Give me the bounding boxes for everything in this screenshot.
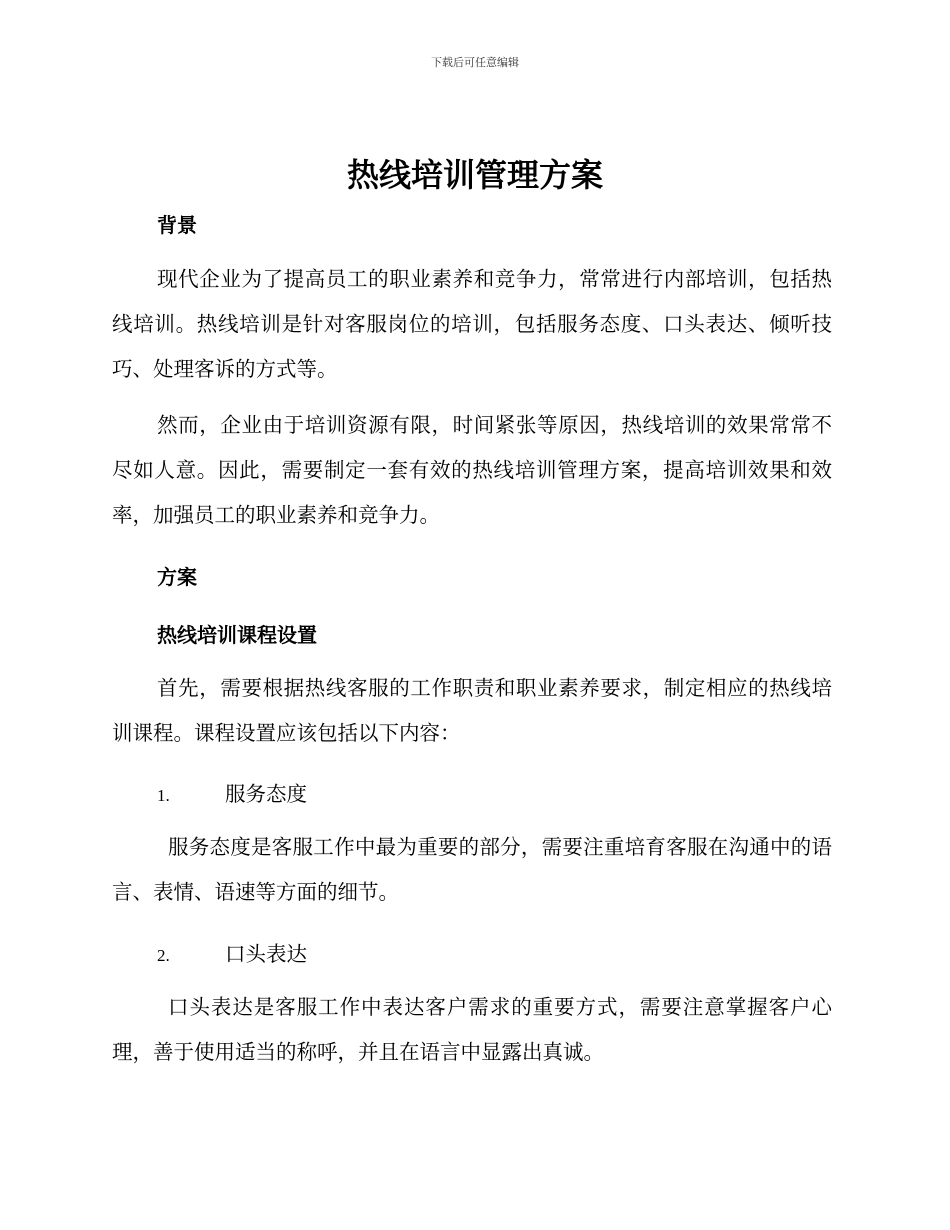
paragraph-item-2-desc: 口头表达是客服工作中表达客户需求的重要方式，需要注意掌握客户心理，善于使用适当的称呼，并且在语言中显露出真诚。 — [112, 995, 832, 1064]
list-item-2 — [157, 937, 307, 967]
list-label: 服务态度 — [225, 782, 307, 806]
paragraph-background-1: 现代企业为了提高员工的职业素养和竞争力，常常进行内部培训，包括热线培训。热线培训是针对客服岗位的培训，包括服务态度、口头表达、倾听技巧、处理客诉的方式等。 — [112, 267, 832, 381]
header-note: 下载后可任意编辑 — [431, 56, 519, 69]
paragraph-background-2: 然而，企业由于培训资源有限，时间紧张等原因，热线培训的效果常常不尽如人意。因此，需要制定一套有效的热线培训管理方案，提高培训效果和效率，加强员工的职业素养和竞争力。 — [112, 413, 832, 527]
document-title: 热线培训管理方案 — [346, 156, 603, 194]
section-heading-course: 热线培训课程设置 — [157, 623, 317, 647]
list-item-1 — [157, 777, 307, 807]
paragraph-course-intro: 首先，需要根据热线客服的工作职责和职业素养要求，制定相应的热线培训课程。课程设置应该包括以下内容： — [112, 676, 832, 745]
list-number: 1. — [157, 786, 170, 805]
list-label: 口头表达 — [225, 942, 307, 966]
paragraph-item-1-desc: 服务态度是客服工作中最为重要的部分，需要注重培育客服在沟通中的语言、表情、语速等方面的细节。 — [112, 835, 832, 904]
section-heading-plan: 方案 — [157, 565, 197, 589]
section-heading-background: 背景 — [157, 213, 197, 237]
list-number: 2. — [157, 946, 170, 965]
